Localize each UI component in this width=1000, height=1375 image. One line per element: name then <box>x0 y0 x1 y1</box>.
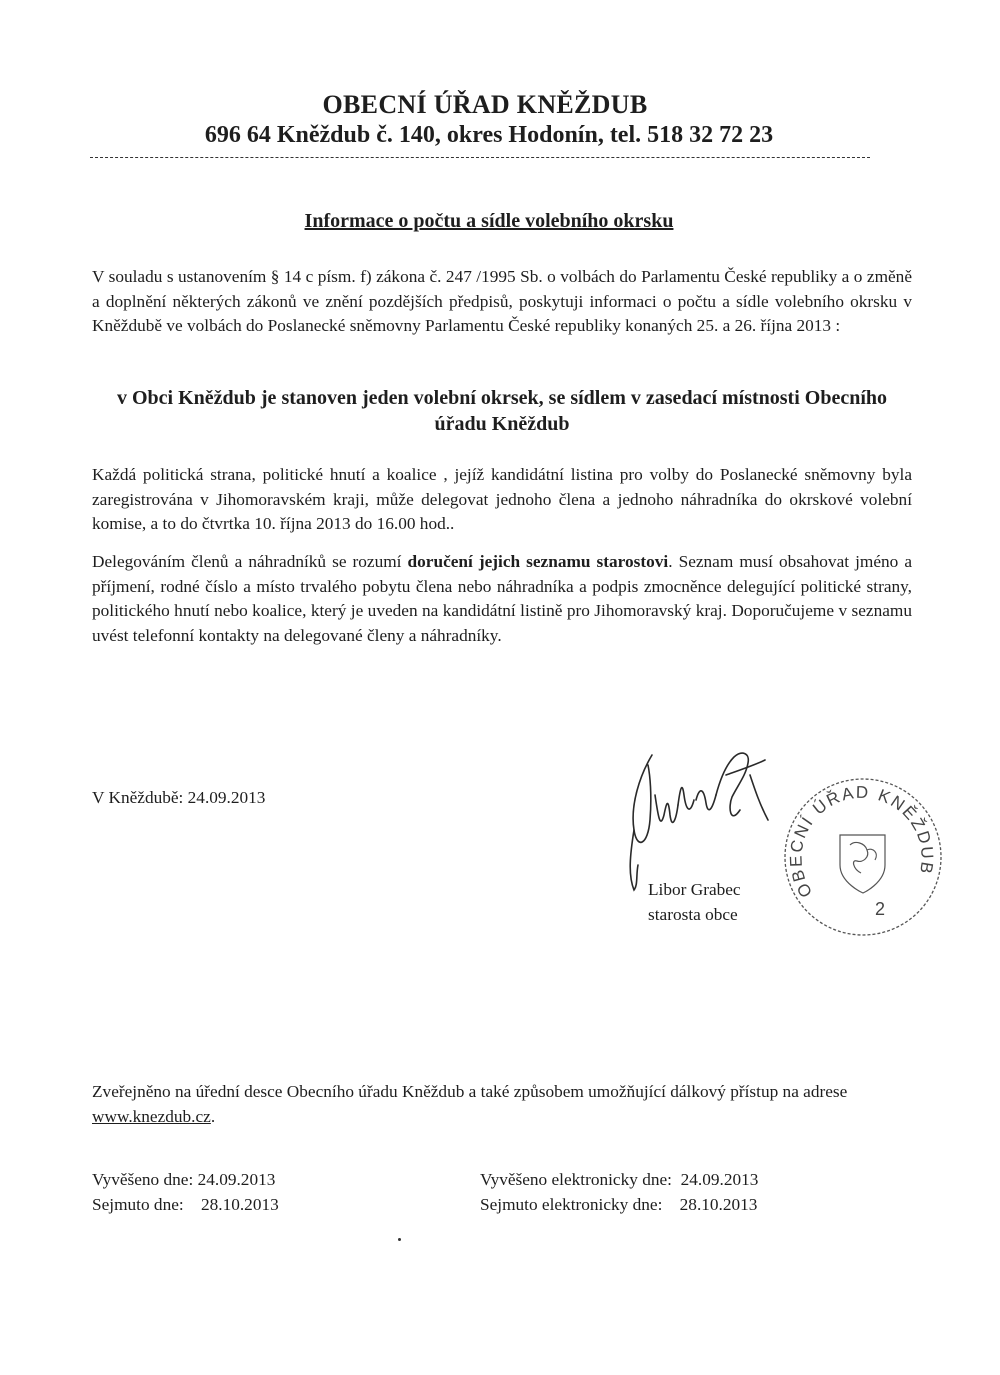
header-divider <box>90 157 870 158</box>
announcement: v Obci Kněždub je stanoven jeden volební okrsek, se sídlem v zasedací místnosti Obecního úřadu Kněždub <box>116 387 888 435</box>
removed-value: 28.10.2013 <box>200 1195 279 1214</box>
publication-suffix: . <box>210 1107 216 1126</box>
removed-e-label: Sejmuto elektronicky dne: <box>480 1195 663 1214</box>
list-paragraph <box>92 550 912 648</box>
website-link[interactable]: www.knezdub.cz <box>92 1107 211 1126</box>
intro-paragraph: V souladu s ustanovením § 14 c písm. f) zákona č. 247 /1995 Sb. o volbách do Parlamentu České republiky a o změně a doplnění některých zákonů ve znění pozdějších předpisů, poskytuji informaci o počtu a sídle volebního okrsku v Kněždubě ve volbách do Poslanecké sněmovny Parlamentu České republiky konaných 25. a 26. října 2013 : <box>92 267 912 335</box>
stamp-text: OBECNÍ ÚŘAD KNĚŽDUB <box>786 782 937 901</box>
office-name: OBECNÍ ÚŘAD KNĚŽDUB <box>322 90 648 119</box>
signatory-block <box>648 877 741 927</box>
stamp-number: 2 <box>875 899 886 919</box>
list-paragraph-end: . Seznam musí obsahovat jméno a příjmení, rodné číslo a místo trvalého pobytu člena nebo náhradníka a podpis zmocněnce delegující politické strany, politického hnutí nebo koalice, který je uveden na kandidátní listině pro Jihomoravský kraj. Doporučujeme v seznamu uvést telefonní kontakty na delegované členy a náhradníky. <box>92 552 912 645</box>
office-address: 696 64 Kněždub č. 140, okres Hodonín, tel. 518 32 72 23 <box>204 122 774 148</box>
stray-mark <box>398 1238 401 1241</box>
posted-value: 24.09.2013 <box>197 1170 276 1189</box>
document-title: Informace o počtu a sídle volebního okrsku <box>304 210 674 232</box>
removed-e-value: 28.10.2013 <box>679 1195 758 1214</box>
list-paragraph-bold: doručení jejich seznamu starostovi <box>407 552 669 571</box>
place-date: V Kněždubě: 24.09.2013 <box>92 788 266 807</box>
posted-label: Vyvěšeno dne: <box>92 1170 194 1189</box>
publication-text: Zveřejněno na úřední desce Obecního úřadu Kněždub a také způsobem umožňující dálkový přístup na adrese <box>92 1082 848 1101</box>
electronic-posting-dates <box>480 1167 758 1217</box>
posted-e-label: Vyvěšeno elektronicky dne: <box>480 1170 672 1189</box>
publication-note <box>92 1079 912 1129</box>
official-stamp <box>775 765 945 940</box>
list-paragraph-start: Delegováním členů a náhradníků se rozumí <box>92 552 408 571</box>
delegation-paragraph: Každá politická strana, politické hnutí a koalice , jejíž kandidátní listina pro volby do Poslanecké sněmovny byla zaregistrována v Jihomoravském kraji, může delegovat jednoho člena a jednoho náhradníka do okrskové volební komise, a to do čtvrtka 10. října 2013 do 16.00 hod.. <box>92 465 912 533</box>
signatory-role: starosta obce <box>648 905 738 924</box>
posted-e-value: 24.09.2013 <box>680 1170 759 1189</box>
posting-dates <box>92 1167 279 1217</box>
signatory-name: Libor Grabec <box>648 880 741 899</box>
handwritten-signature <box>600 735 790 895</box>
removed-label: Sejmuto dne: <box>92 1195 184 1214</box>
